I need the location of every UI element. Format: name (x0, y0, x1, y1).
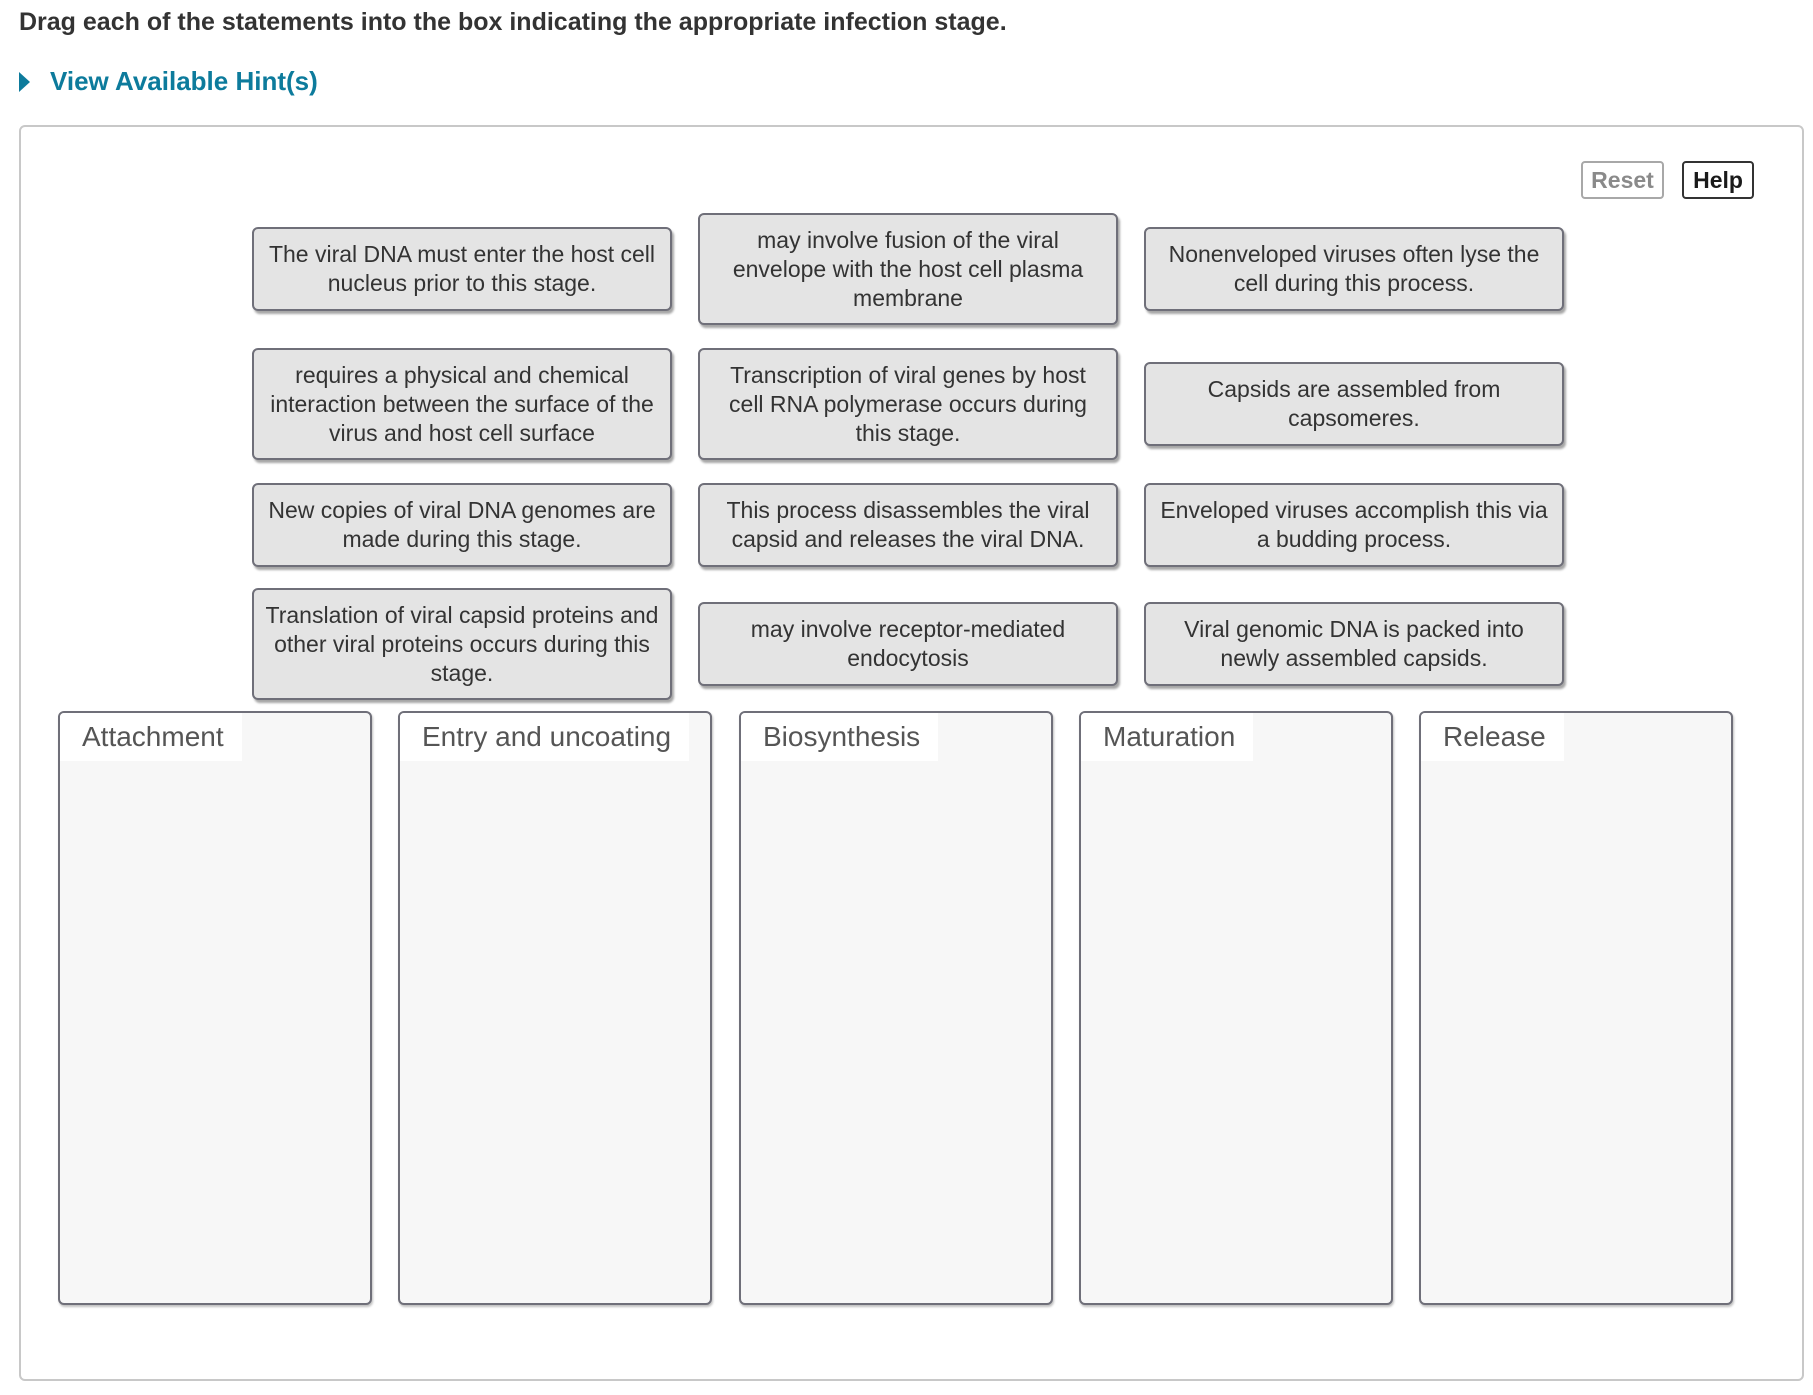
view-hints-toggle[interactable] (19, 66, 318, 97)
zone-label: Entry and uncoating (400, 713, 689, 761)
statement-chip[interactable]: Capsids are assembled from capsomeres. (1144, 362, 1564, 446)
reset-button[interactable]: Reset (1581, 161, 1664, 199)
zone-label: Attachment (60, 713, 242, 761)
statement-chip[interactable]: requires a physical and chemical interaction between the surface of the virus and host cell surface (252, 348, 672, 460)
statement-chip[interactable]: New copies of viral DNA genomes are made during this stage. (252, 483, 672, 567)
zone-label: Biosynthesis (741, 713, 938, 761)
statement-chip[interactable]: may involve receptor-mediated endocytosis (698, 602, 1118, 686)
help-button[interactable]: Help (1682, 161, 1754, 199)
statement-chip[interactable]: Transcription of viral genes by host cell RNA polymerase occurs during this stage. (698, 348, 1118, 460)
statement-chip[interactable]: Nonenveloped viruses often lyse the cell during this process. (1144, 227, 1564, 311)
drop-zone-maturation[interactable] (1079, 711, 1393, 1305)
zone-label: Maturation (1081, 713, 1253, 761)
expand-arrow-icon (19, 72, 30, 92)
statement-chip[interactable]: Translation of viral capsid proteins and other viral proteins occurs during this stage. (252, 588, 672, 700)
statement-chip[interactable]: Viral genomic DNA is packed into newly assembled capsids. (1144, 602, 1564, 686)
statement-chip[interactable]: This process disassembles the viral capsid and releases the viral DNA. (698, 483, 1118, 567)
drop-zone-attachment[interactable] (58, 711, 372, 1305)
drop-zone-entry-and-uncoating[interactable] (398, 711, 712, 1305)
zone-label: Release (1421, 713, 1564, 761)
view-hints-label: View Available Hint(s) (50, 66, 318, 96)
drop-zone-release[interactable] (1419, 711, 1733, 1305)
drop-zone-biosynthesis[interactable] (739, 711, 1053, 1305)
statement-chip[interactable]: may involve fusion of the viral envelope with the host cell plasma membrane (698, 213, 1118, 325)
statement-chip[interactable]: Enveloped viruses accomplish this via a budding process. (1144, 483, 1564, 567)
instruction-text: Drag each of the statements into the box indicating the appropriate infection stage. (19, 8, 1007, 36)
statement-chip[interactable]: The viral DNA must enter the host cell nucleus prior to this stage. (252, 227, 672, 311)
